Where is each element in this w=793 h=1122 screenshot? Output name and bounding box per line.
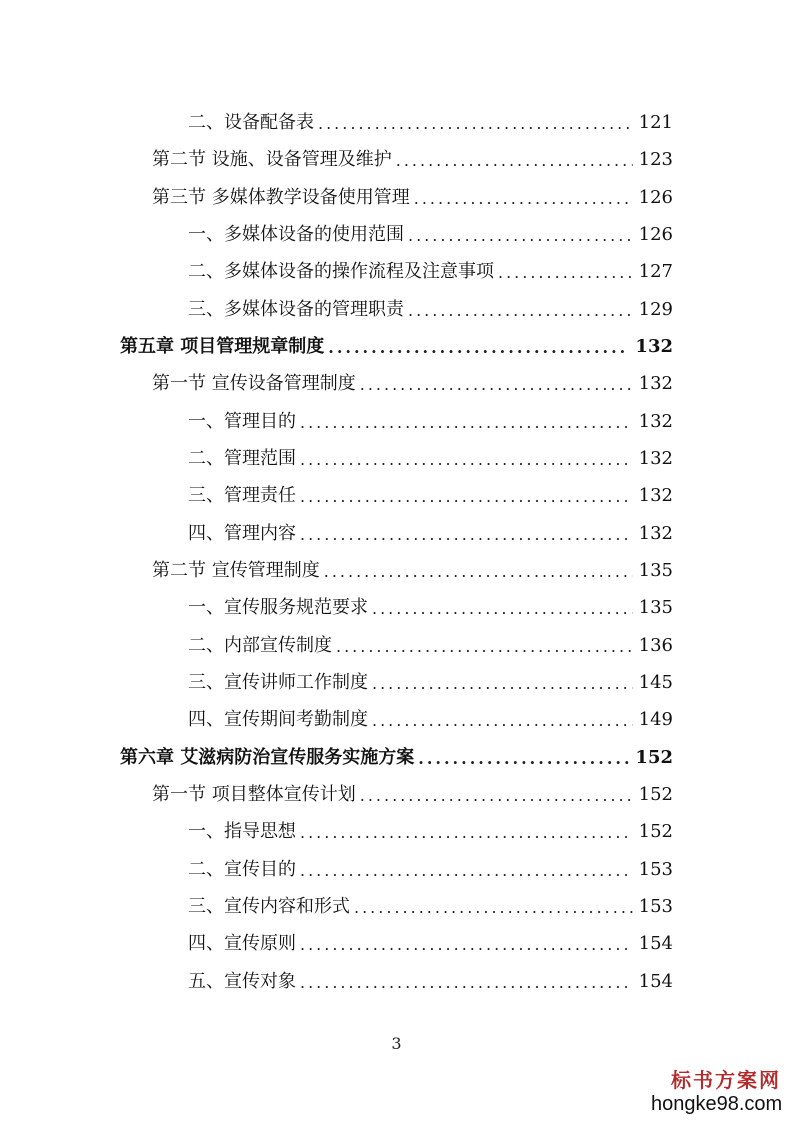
toc-leader-dots — [300, 973, 633, 993]
toc-entry[interactable] — [188, 888, 673, 918]
toc-entry[interactable] — [188, 216, 673, 246]
watermark-url: hongke98.com — [651, 1093, 783, 1115]
page-number: 3 — [391, 1034, 402, 1053]
toc-entry-page: 132 — [638, 523, 673, 544]
toc-entry-title: 三、管理责任 — [188, 485, 296, 506]
toc-leader-dots — [354, 898, 633, 918]
toc-entry-page: 153 — [638, 859, 673, 880]
toc-leader-dots — [318, 114, 633, 134]
toc-entry-title: 第三节 多媒体教学设备使用管理 — [152, 187, 410, 208]
toc-leader-dots — [360, 786, 633, 806]
toc-entry[interactable] — [152, 365, 673, 395]
toc-leader-dots — [300, 450, 633, 470]
toc-entry[interactable] — [188, 104, 673, 134]
toc-entry-page: 121 — [638, 112, 673, 133]
toc-entry[interactable] — [188, 291, 673, 321]
toc-entry-page: 126 — [638, 187, 673, 208]
toc-entry-page: 136 — [638, 635, 673, 656]
toc-entry-page: 132 — [638, 373, 673, 394]
toc-entry-title: 三、多媒体设备的管理职责 — [188, 299, 404, 320]
toc-leader-dots — [300, 413, 633, 433]
toc-entry[interactable] — [188, 253, 673, 283]
toc-entry-title: 五、宣传对象 — [188, 971, 296, 992]
toc-entry-page: 132 — [638, 411, 673, 432]
toc-entry[interactable] — [188, 477, 673, 507]
toc-entry-title: 二、管理范围 — [188, 448, 296, 469]
toc-entry-title: 第一节 项目整体宣传计划 — [152, 784, 356, 805]
toc-entry-title: 第二节 宣传管理制度 — [152, 560, 320, 581]
toc-entry[interactable] — [152, 776, 673, 806]
toc-entry-page: 149 — [638, 709, 673, 730]
toc-chapter-entry[interactable] — [120, 739, 673, 769]
toc-entry[interactable] — [188, 440, 673, 470]
toc-entry-title: 第五章 项目管理规章制度 — [120, 336, 325, 357]
toc-entry-title: 三、宣传内容和形式 — [188, 896, 350, 917]
watermark-name: 标书方案网 — [671, 1068, 781, 1092]
toc-entry[interactable] — [188, 627, 673, 657]
toc-leader-dots — [372, 711, 633, 731]
toc-entry[interactable] — [152, 179, 673, 209]
toc-entry-title: 第六章 艾滋病防治宣传服务实施方案 — [120, 747, 415, 768]
toc-entry[interactable] — [188, 589, 673, 619]
site-watermark — [651, 1068, 781, 1116]
toc-entry-page: 132 — [635, 336, 673, 357]
toc-entry-page: 126 — [638, 224, 673, 245]
toc-entry-page: 132 — [638, 485, 673, 506]
toc-leader-dots — [328, 338, 629, 358]
toc-entry-title: 三、宣传讲师工作制度 — [188, 672, 368, 693]
toc-leader-dots — [372, 674, 633, 694]
toc-entry-page: 154 — [638, 933, 673, 954]
toc-entry-page: 132 — [638, 448, 673, 469]
toc-entry[interactable] — [188, 515, 673, 545]
toc-entry-page: 152 — [635, 747, 673, 768]
toc-entry[interactable] — [188, 925, 673, 955]
toc-chapter-entry[interactable] — [120, 328, 673, 358]
toc-entry-page: 153 — [638, 896, 673, 917]
toc-leader-dots — [300, 823, 633, 843]
toc-entry[interactable] — [188, 664, 673, 694]
toc-entry-title: 二、内部宣传制度 — [188, 635, 332, 656]
toc-leader-dots — [408, 301, 633, 321]
toc-leader-dots — [360, 375, 633, 395]
toc-entry-page: 127 — [638, 261, 673, 282]
toc-leader-dots — [300, 487, 633, 507]
toc-entry-page: 135 — [638, 560, 673, 581]
toc-leader-dots — [300, 935, 633, 955]
toc-leader-dots — [418, 749, 629, 769]
toc-entry-title: 二、多媒体设备的操作流程及注意事项 — [188, 261, 494, 282]
toc-entry-page: 129 — [638, 299, 673, 320]
toc-entry-title: 四、宣传原则 — [188, 933, 296, 954]
toc-leader-dots — [300, 525, 633, 545]
toc-entry-title: 一、管理目的 — [188, 411, 296, 432]
toc-entry-title: 一、指导思想 — [188, 821, 296, 842]
toc-entry-page: 135 — [638, 597, 673, 618]
toc-entry-title: 一、多媒体设备的使用范围 — [188, 224, 404, 245]
toc-entry[interactable] — [152, 141, 673, 171]
toc-leader-dots — [336, 637, 633, 657]
toc-entry-page: 145 — [638, 672, 673, 693]
toc-entry-title: 四、管理内容 — [188, 523, 296, 544]
toc-leader-dots — [324, 562, 633, 582]
toc-leader-dots — [372, 599, 633, 619]
toc-entry-page: 152 — [638, 821, 673, 842]
toc-entry-page: 154 — [638, 971, 673, 992]
toc-entry-page: 152 — [638, 784, 673, 805]
toc-leader-dots — [408, 226, 633, 246]
toc-leader-dots — [498, 263, 633, 283]
toc-entry[interactable] — [152, 552, 673, 582]
toc-entry-title: 第一节 宣传设备管理制度 — [152, 373, 356, 394]
toc-entry-title: 一、宣传服务规范要求 — [188, 597, 368, 618]
toc-leader-dots — [300, 861, 633, 881]
toc-entry-title: 二、宣传目的 — [188, 859, 296, 880]
toc-leader-dots — [414, 189, 633, 209]
toc-entry[interactable] — [188, 963, 673, 993]
toc-entry-title: 四、宣传期间考勤制度 — [188, 709, 368, 730]
toc-leader-dots — [396, 151, 633, 171]
toc-entry[interactable] — [188, 403, 673, 433]
toc-entry-title: 二、设备配备表 — [188, 112, 314, 133]
toc-entry-title: 第二节 设施、设备管理及维护 — [152, 149, 392, 170]
toc-entry-page: 123 — [638, 149, 673, 170]
toc-entry[interactable] — [188, 851, 673, 881]
toc-entry[interactable] — [188, 701, 673, 731]
toc-entry[interactable] — [188, 813, 673, 843]
